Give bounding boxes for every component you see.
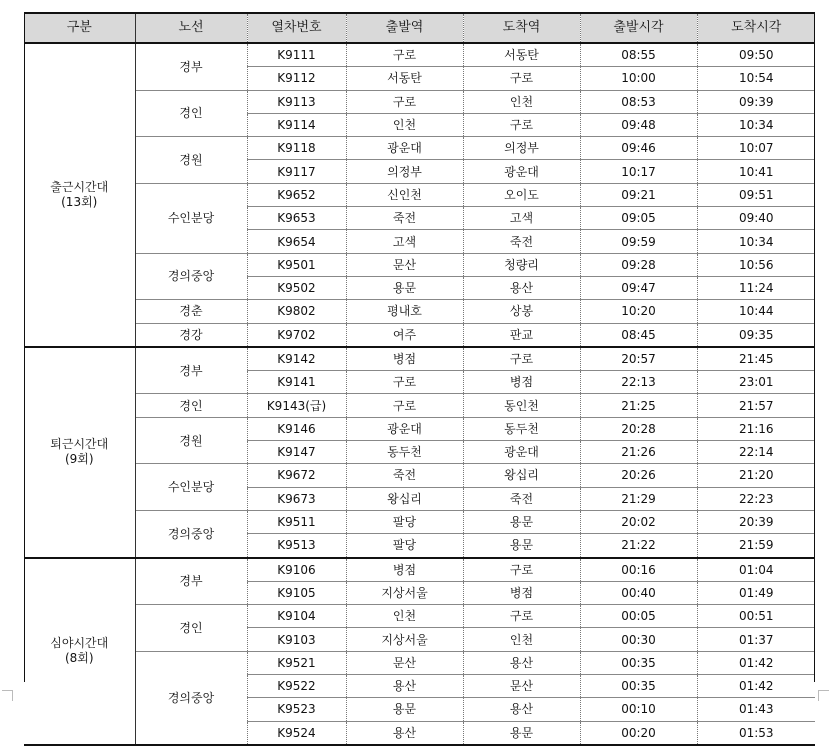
arrival-time-cell: 09:40: [697, 207, 815, 230]
departure-station-cell: 지상서울: [346, 628, 463, 651]
departure-station-cell: 문산: [346, 253, 463, 276]
departure-station-cell: 병점: [346, 558, 463, 582]
arrival-time-cell: 09:51: [697, 183, 815, 206]
departure-time-cell: 21:22: [580, 534, 697, 558]
departure-time-cell: 00:30: [580, 628, 697, 651]
line-name-cell: 경의중앙: [135, 510, 247, 557]
departure-station-cell: 용산: [346, 721, 463, 745]
header-category: 구분: [24, 13, 135, 43]
departure-station-cell: 용산: [346, 675, 463, 698]
arrival-station-cell: 용문: [463, 721, 580, 745]
departure-station-cell: 구로: [346, 371, 463, 394]
departure-station-cell: 왕십리: [346, 487, 463, 510]
departure-time-cell: 09:05: [580, 207, 697, 230]
train-number-cell: K9653: [247, 207, 346, 230]
departure-station-cell: 고색: [346, 230, 463, 253]
train-number-cell: K9106: [247, 558, 346, 582]
schedule-group: [24, 347, 815, 558]
header-departure-time: 출발시각: [580, 13, 697, 43]
time-period-cell: [24, 43, 135, 347]
line-name-cell: 경인: [135, 394, 247, 417]
time-period-cell: [24, 347, 135, 558]
arrival-station-cell: 광운대: [463, 160, 580, 183]
departure-station-cell: 지상서울: [346, 581, 463, 604]
train-number-cell: K9652: [247, 183, 346, 206]
header-row: [24, 13, 815, 43]
departure-time-cell: 21:29: [580, 487, 697, 510]
arrival-time-cell: 21:45: [697, 347, 815, 371]
departure-time-cell: 00:16: [580, 558, 697, 582]
arrival-station-cell: 용문: [463, 534, 580, 558]
departure-station-cell: 구로: [346, 43, 463, 67]
departure-time-cell: 20:57: [580, 347, 697, 371]
line-name-cell: 경부: [135, 347, 247, 394]
arrival-station-cell: 청량리: [463, 253, 580, 276]
arrival-station-cell: 구로: [463, 605, 580, 628]
arrival-station-cell: 고색: [463, 207, 580, 230]
line-name-cell: 수인분당: [135, 464, 247, 511]
arrival-station-cell: 구로: [463, 113, 580, 136]
arrival-station-cell: 오이도: [463, 183, 580, 206]
train-number-cell: K9501: [247, 253, 346, 276]
train-number-cell: K9146: [247, 417, 346, 440]
departure-time-cell: 20:26: [580, 464, 697, 487]
arrival-time-cell: 20:39: [697, 510, 815, 533]
schedule-group: [24, 558, 815, 745]
departure-time-cell: 00:10: [580, 698, 697, 721]
departure-time-cell: 20:28: [580, 417, 697, 440]
table-row: [24, 323, 815, 347]
arrival-station-cell: 용산: [463, 651, 580, 674]
time-period-count: (13회): [61, 194, 98, 209]
arrival-time-cell: 01:42: [697, 675, 815, 698]
table-row: [24, 417, 815, 440]
arrival-station-cell: 인천: [463, 90, 580, 113]
arrival-time-cell: 21:16: [697, 417, 815, 440]
line-name-cell: 경의중앙: [135, 651, 247, 745]
departure-station-cell: 용문: [346, 698, 463, 721]
train-number-cell: K9114: [247, 113, 346, 136]
arrival-time-cell: 00:51: [697, 605, 815, 628]
arrival-station-cell: 광운대: [463, 441, 580, 464]
arrival-station-cell: 구로: [463, 558, 580, 582]
table-row: [24, 605, 815, 628]
departure-time-cell: 08:45: [580, 323, 697, 347]
table-row: [24, 651, 815, 674]
train-number-cell: K9113: [247, 90, 346, 113]
arrival-station-cell: 문산: [463, 675, 580, 698]
arrival-time-cell: 21:57: [697, 394, 815, 417]
departure-time-cell: 09:48: [580, 113, 697, 136]
departure-time-cell: 22:13: [580, 371, 697, 394]
arrival-time-cell: 10:34: [697, 230, 815, 253]
line-name-cell: 경원: [135, 137, 247, 184]
departure-station-cell: 신인천: [346, 183, 463, 206]
departure-time-cell: 21:26: [580, 441, 697, 464]
line-name-cell: 경부: [135, 558, 247, 605]
departure-time-cell: 00:35: [580, 675, 697, 698]
train-number-cell: K9521: [247, 651, 346, 674]
header-arrival-time: 도착시각: [697, 13, 815, 43]
arrival-station-cell: 상봉: [463, 300, 580, 323]
table-row: [24, 394, 815, 417]
header-arrival-station: 도착역: [463, 13, 580, 43]
arrival-time-cell: 09:35: [697, 323, 815, 347]
arrival-station-cell: 병점: [463, 581, 580, 604]
arrival-time-cell: 11:24: [697, 276, 815, 299]
train-number-cell: K9118: [247, 137, 346, 160]
arrival-station-cell: 동두천: [463, 417, 580, 440]
arrival-time-cell: 10:07: [697, 137, 815, 160]
train-number-cell: K9672: [247, 464, 346, 487]
departure-station-cell: 인천: [346, 113, 463, 136]
train-number-cell: K9103: [247, 628, 346, 651]
departure-station-cell: 광운대: [346, 137, 463, 160]
page-corner-mark: [2, 690, 13, 701]
table-row: [24, 300, 815, 323]
time-period-count: (9회): [64, 452, 94, 467]
train-number-cell: K9673: [247, 487, 346, 510]
train-number-cell: K9112: [247, 67, 346, 90]
table-row: [24, 137, 815, 160]
arrival-station-cell: 서동탄: [463, 43, 580, 67]
arrival-station-cell: 병점: [463, 371, 580, 394]
train-number-cell: K9524: [247, 721, 346, 745]
departure-station-cell: 구로: [346, 394, 463, 417]
arrival-time-cell: 01:42: [697, 651, 815, 674]
departure-time-cell: 21:25: [580, 394, 697, 417]
train-number-cell: K9702: [247, 323, 346, 347]
departure-time-cell: 00:20: [580, 721, 697, 745]
departure-time-cell: 20:02: [580, 510, 697, 533]
departure-station-cell: 팔당: [346, 510, 463, 533]
arrival-time-cell: 10:41: [697, 160, 815, 183]
departure-time-cell: 09:21: [580, 183, 697, 206]
header-line: 노선: [135, 13, 247, 43]
arrival-time-cell: 10:56: [697, 253, 815, 276]
arrival-time-cell: 01:04: [697, 558, 815, 582]
departure-station-cell: 죽전: [346, 464, 463, 487]
train-number-cell: K9117: [247, 160, 346, 183]
arrival-time-cell: 23:01: [697, 371, 815, 394]
train-number-cell: K9105: [247, 581, 346, 604]
arrival-station-cell: 구로: [463, 67, 580, 90]
page-corner-mark: [818, 690, 829, 701]
departure-time-cell: 08:55: [580, 43, 697, 67]
train-number-cell: K9513: [247, 534, 346, 558]
line-name-cell: 경인: [135, 605, 247, 652]
train-number-cell: K9111: [247, 43, 346, 67]
table-header: [24, 13, 815, 43]
arrival-time-cell: 01:37: [697, 628, 815, 651]
departure-station-cell: 팔당: [346, 534, 463, 558]
train-number-cell: K9511: [247, 510, 346, 533]
arrival-time-cell: 22:23: [697, 487, 815, 510]
departure-station-cell: 구로: [346, 90, 463, 113]
table-row: [24, 253, 815, 276]
arrival-station-cell: 죽전: [463, 487, 580, 510]
time-period-label: 출근시간대: [50, 179, 109, 194]
departure-time-cell: 09:59: [580, 230, 697, 253]
arrival-station-cell: 동인천: [463, 394, 580, 417]
train-number-cell: K9141: [247, 371, 346, 394]
arrival-time-cell: 01:43: [697, 698, 815, 721]
train-number-cell: K9802: [247, 300, 346, 323]
departure-station-cell: 죽전: [346, 207, 463, 230]
departure-time-cell: 00:35: [580, 651, 697, 674]
header-departure-station: 출발역: [346, 13, 463, 43]
arrival-time-cell: 01:53: [697, 721, 815, 745]
departure-station-cell: 동두천: [346, 441, 463, 464]
arrival-time-cell: 22:14: [697, 441, 815, 464]
arrival-station-cell: 구로: [463, 347, 580, 371]
train-number-cell: K9147: [247, 441, 346, 464]
departure-station-cell: 의정부: [346, 160, 463, 183]
arrival-time-cell: 09:50: [697, 43, 815, 67]
arrival-station-cell: 용문: [463, 510, 580, 533]
train-number-cell: K9502: [247, 276, 346, 299]
arrival-time-cell: 09:39: [697, 90, 815, 113]
train-number-cell: K9142: [247, 347, 346, 371]
train-number-cell: K9104: [247, 605, 346, 628]
line-name-cell: 경춘: [135, 300, 247, 323]
arrival-time-cell: 21:20: [697, 464, 815, 487]
time-period-label: 퇴근시간대: [50, 437, 109, 452]
schedule-group: [24, 43, 815, 347]
line-name-cell: 경원: [135, 417, 247, 464]
time-period-label: 심야시간대: [50, 636, 109, 651]
arrival-station-cell: 용산: [463, 276, 580, 299]
table-row: [24, 90, 815, 113]
arrival-time-cell: 10:44: [697, 300, 815, 323]
line-name-cell: 수인분당: [135, 183, 247, 253]
departure-time-cell: 10:20: [580, 300, 697, 323]
line-name-cell: 경의중앙: [135, 253, 247, 300]
departure-time-cell: 00:05: [580, 605, 697, 628]
header-train-number: 열차번호: [247, 13, 346, 43]
departure-station-cell: 병점: [346, 347, 463, 371]
arrival-station-cell: 의정부: [463, 137, 580, 160]
departure-time-cell: 08:53: [580, 90, 697, 113]
departure-station-cell: 여주: [346, 323, 463, 347]
line-name-cell: 경부: [135, 43, 247, 90]
table-row: [24, 510, 815, 533]
arrival-time-cell: 21:59: [697, 534, 815, 558]
train-number-cell: K9654: [247, 230, 346, 253]
time-period-count: (8회): [64, 651, 94, 666]
arrival-station-cell: 인천: [463, 628, 580, 651]
time-period-cell: [24, 558, 135, 745]
arrival-station-cell: 죽전: [463, 230, 580, 253]
table-row: [24, 43, 815, 67]
train-number-cell: K9523: [247, 698, 346, 721]
departure-station-cell: 용문: [346, 276, 463, 299]
line-name-cell: 경인: [135, 90, 247, 137]
departure-station-cell: 광운대: [346, 417, 463, 440]
departure-time-cell: 00:40: [580, 581, 697, 604]
line-name-cell: 경강: [135, 323, 247, 347]
departure-time-cell: 09:46: [580, 137, 697, 160]
arrival-time-cell: 01:49: [697, 581, 815, 604]
train-number-cell: K9522: [247, 675, 346, 698]
departure-station-cell: 평내호: [346, 300, 463, 323]
arrival-station-cell: 왕십리: [463, 464, 580, 487]
arrival-time-cell: 10:34: [697, 113, 815, 136]
arrival-time-cell: 10:54: [697, 67, 815, 90]
table-row: [24, 558, 815, 582]
departure-station-cell: 인천: [346, 605, 463, 628]
departure-time-cell: 09:47: [580, 276, 697, 299]
departure-time-cell: 09:28: [580, 253, 697, 276]
table-row: [24, 347, 815, 371]
departure-time-cell: 10:00: [580, 67, 697, 90]
table-row: [24, 183, 815, 206]
table-row: [24, 464, 815, 487]
train-number-cell: K9143(급): [247, 394, 346, 417]
train-schedule-table: [24, 12, 815, 746]
arrival-station-cell: 판교: [463, 323, 580, 347]
departure-time-cell: 10:17: [580, 160, 697, 183]
departure-station-cell: 서동탄: [346, 67, 463, 90]
departure-station-cell: 문산: [346, 651, 463, 674]
arrival-station-cell: 용산: [463, 698, 580, 721]
